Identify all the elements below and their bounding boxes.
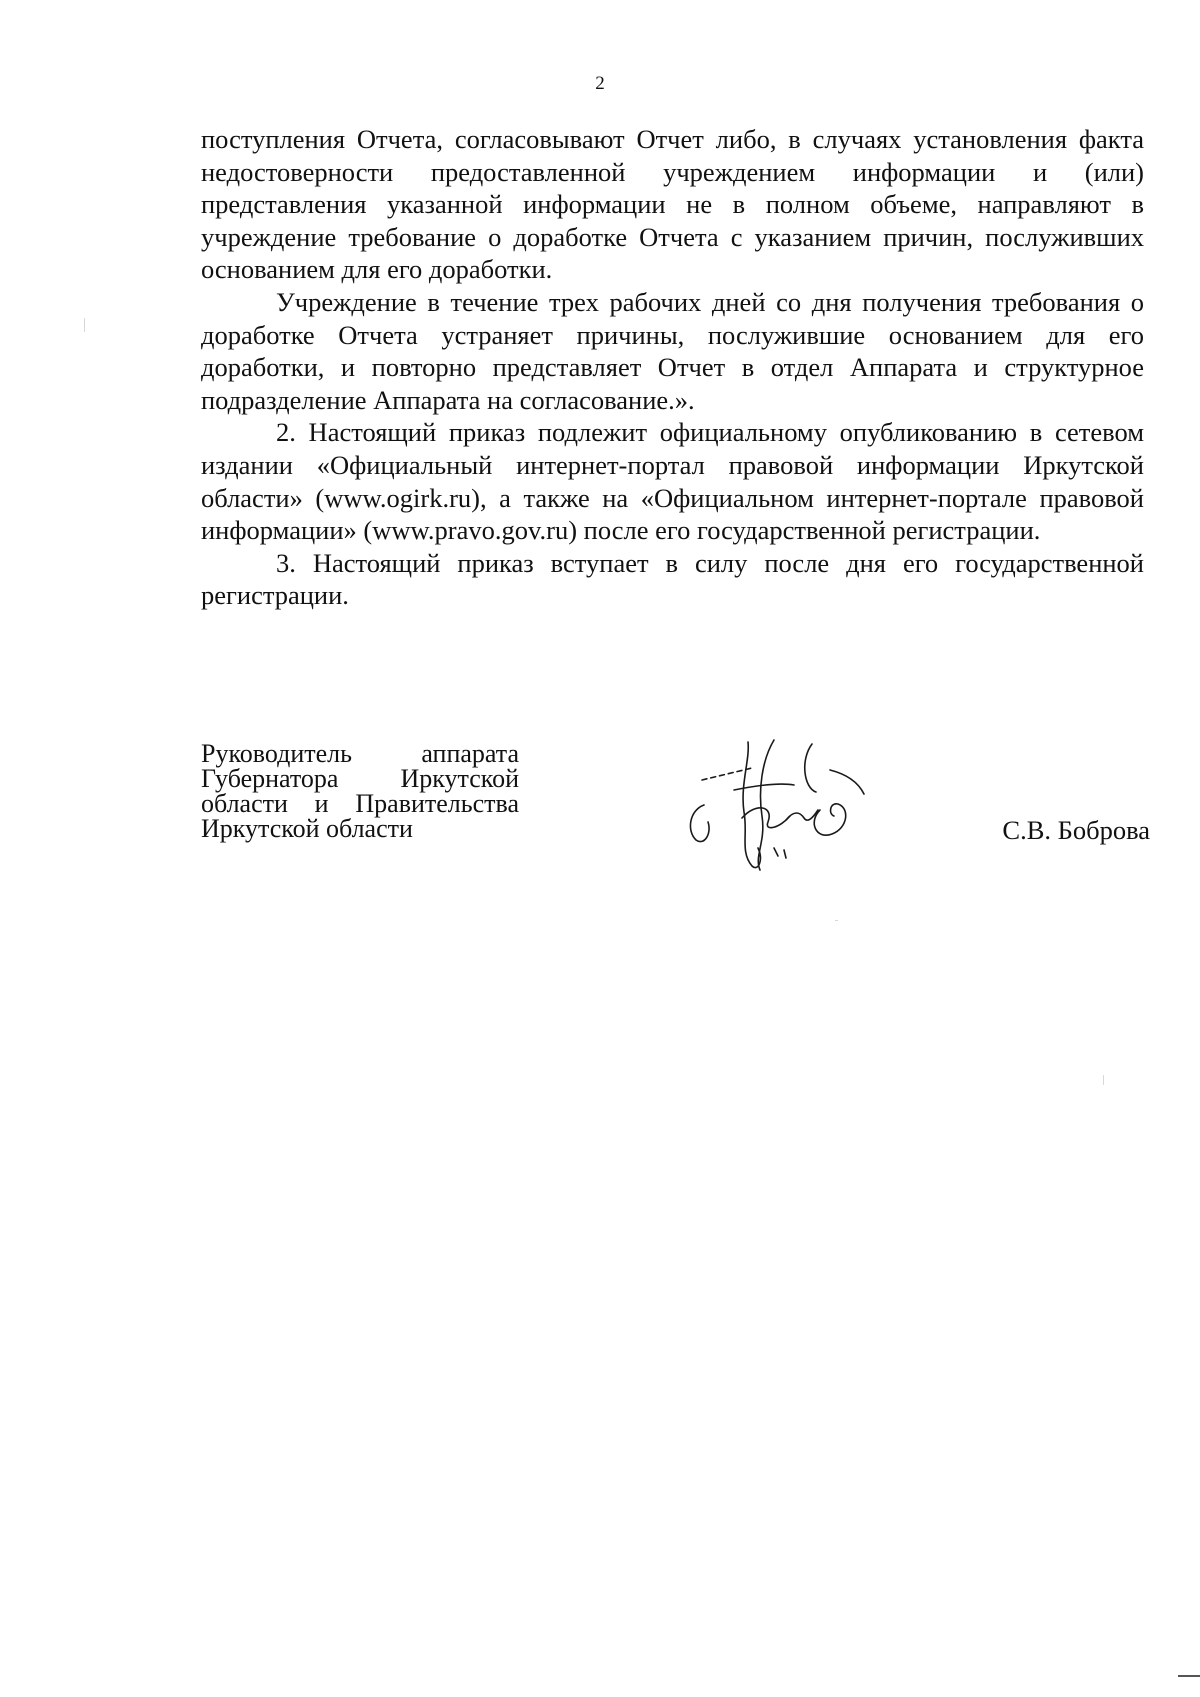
paragraph-entry-into-force: 3. Настоящий приказ вступает в силу после дня его государственной регистрации. xyxy=(201,547,1144,611)
paragraph-continuation: поступления Отчета, согласовывают Отчет либо, в случаях установления факта недостоверности предоставленной учреждением информации и (или) представления указанной информации не в полном объеме, направляют в учреждение требование о доработке Отчета с указанием причин, послуживших основанием для его доработки. xyxy=(201,124,1144,285)
scan-speck xyxy=(1103,1075,1104,1085)
signer-title-line: Иркутской области xyxy=(201,814,413,843)
scan-edge-mark xyxy=(1178,1675,1200,1677)
paragraph-publication: 2. Настоящий приказ подлежит официальному опубликованию в сетевом издании «Официальный интернет-портал правовой информации Иркутской области» (www.ogirk.ru), а также на «Официальном интернет-портале правовой информации» (www.pravo.gov.ru) после его государственной регистрации. xyxy=(201,417,1144,546)
scan-speck xyxy=(84,318,85,332)
signer-title-line: Губернатора Иркутской xyxy=(201,764,519,793)
signer-name: С.В. Боброва xyxy=(1002,815,1150,845)
paragraph-revision: Учреждение в течение трех рабочих дней со дня получения требования о доработке Отчета устраняет причины, послужившие основанием для его доработки, и повторно представляет Отчет в отдел Аппарата и структурное подразделение Аппарата на согласование.». xyxy=(201,286,1144,415)
page-number: 2 xyxy=(595,73,605,94)
scan-speck xyxy=(835,920,838,921)
signer-title-line: области и Правительства xyxy=(201,789,519,818)
handwritten-signature xyxy=(682,730,872,875)
document-body xyxy=(201,123,1144,612)
signer-title xyxy=(201,741,519,841)
signer-title-line: Руководитель аппарата xyxy=(201,739,519,768)
